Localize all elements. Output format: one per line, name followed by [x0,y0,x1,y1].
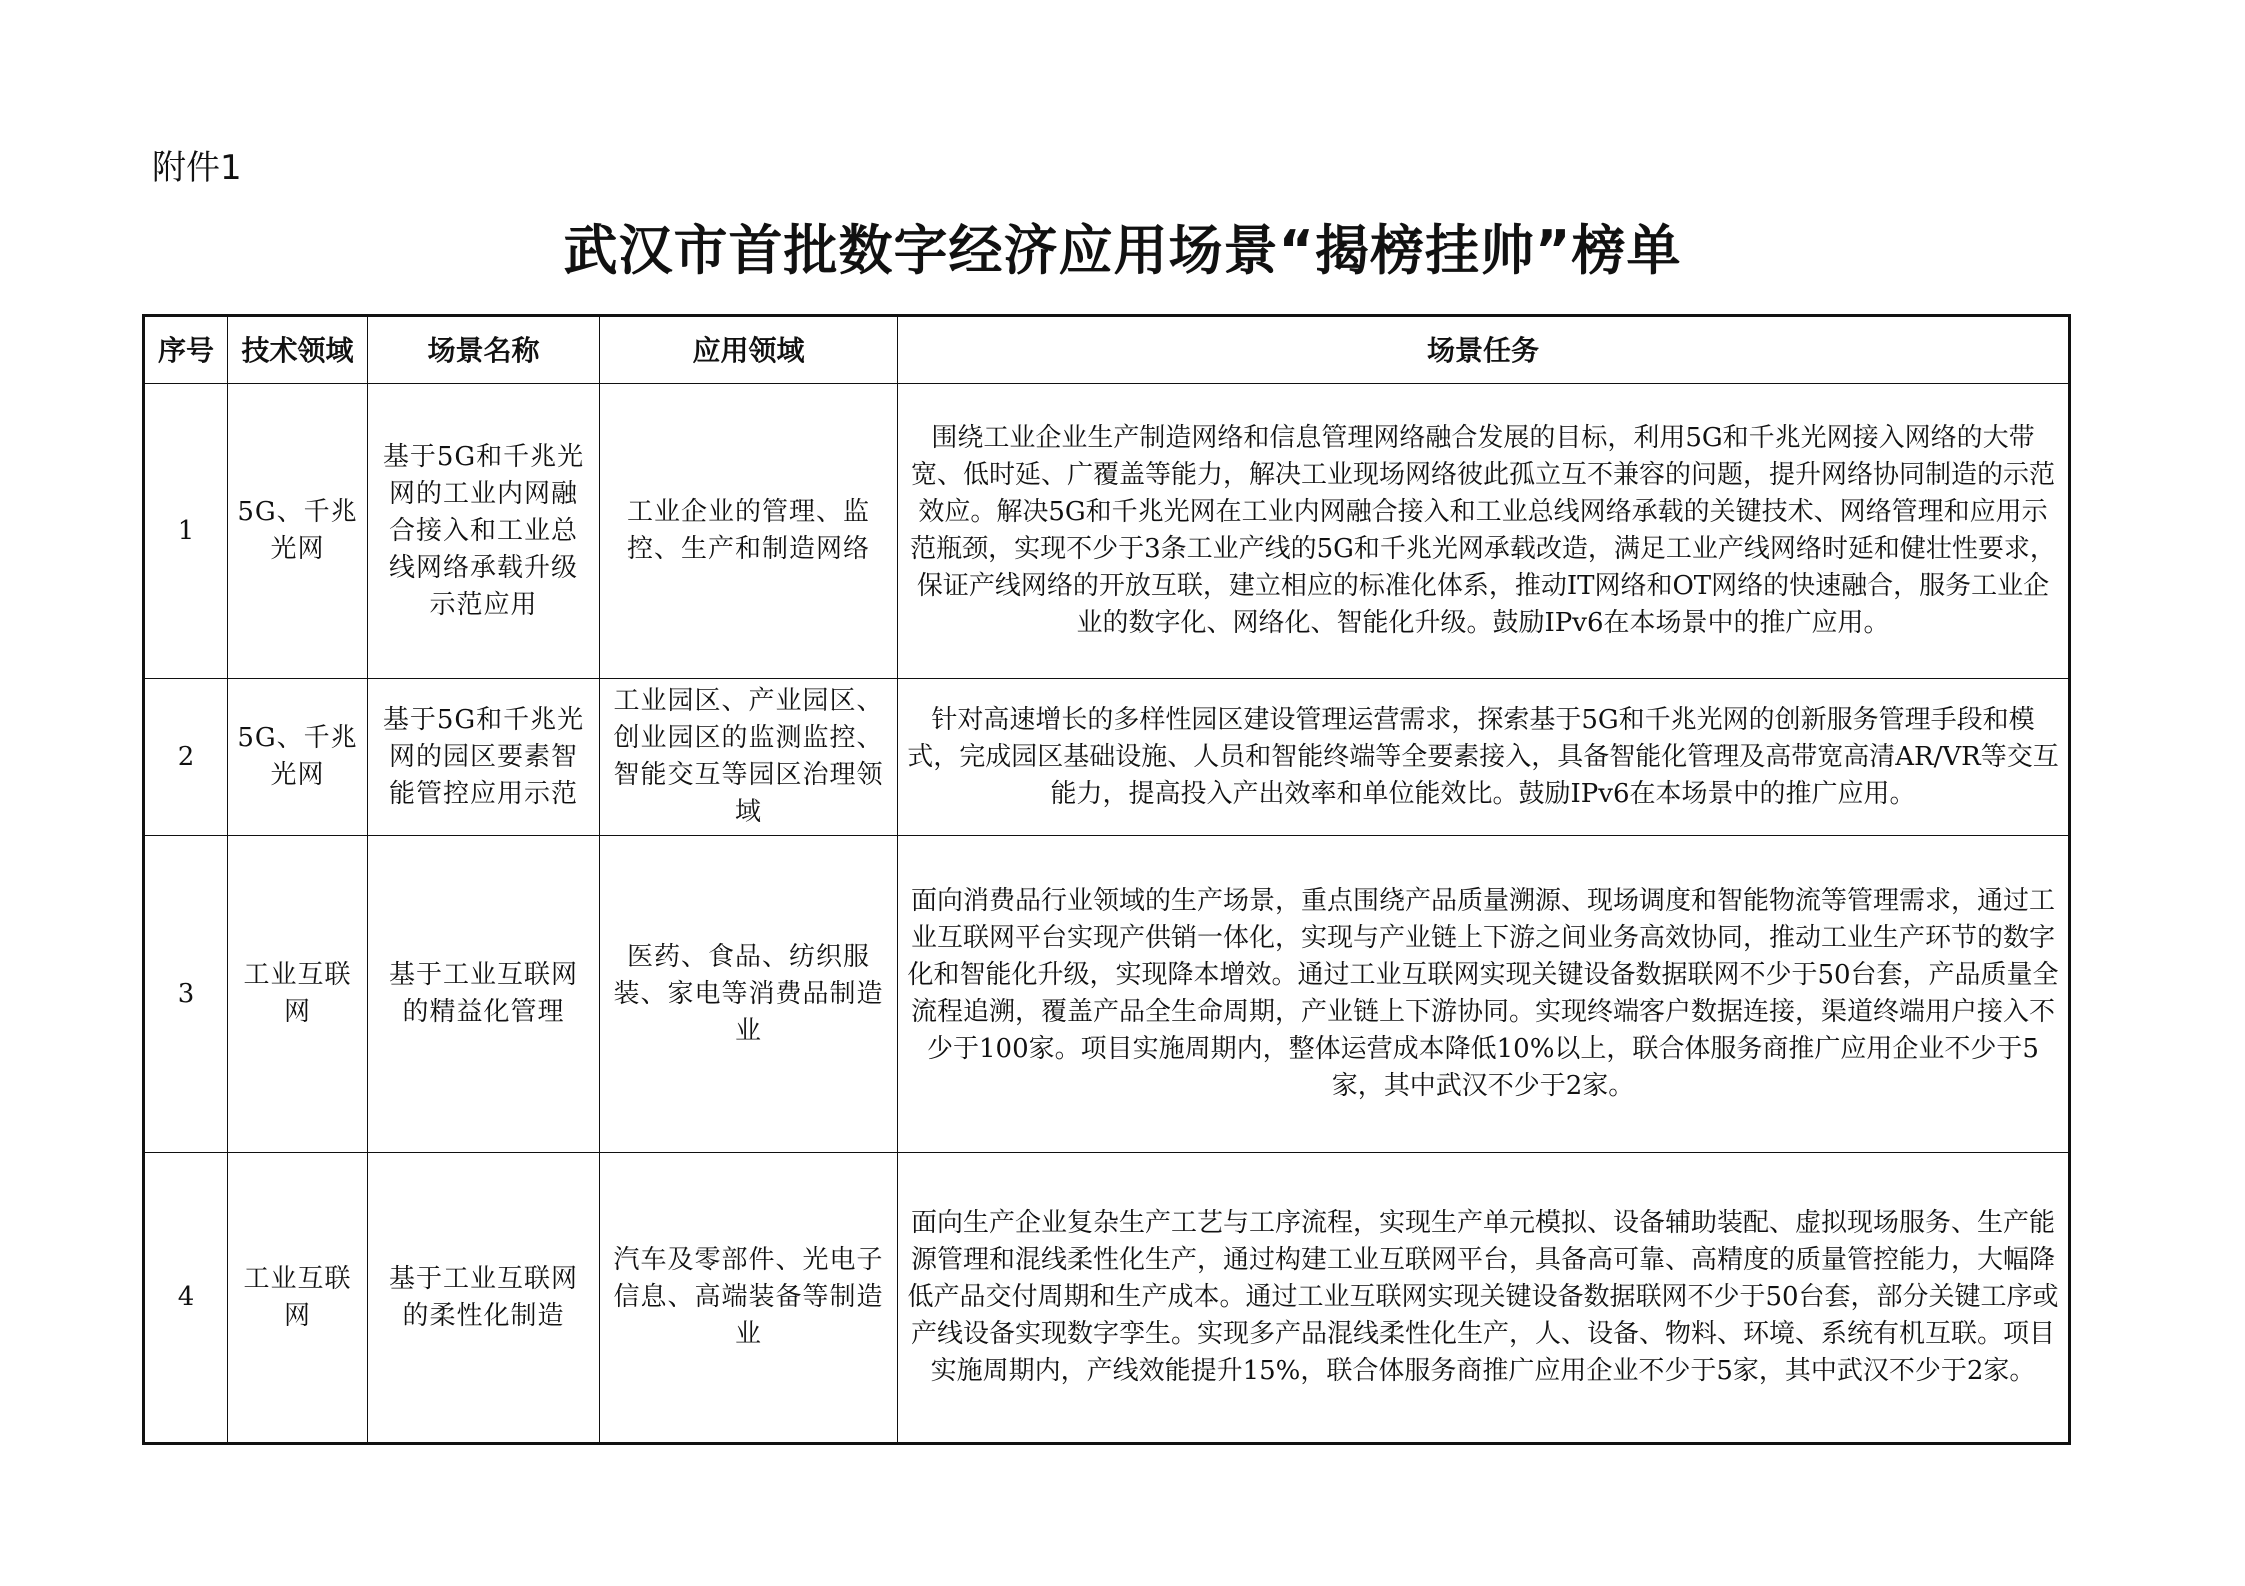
header-scenario-task: 场景任务 [898,316,2070,384]
cell-seq: 3 [144,836,228,1153]
cell-application-domain: 工业企业的管理、监控、生产和制造网络 [600,384,898,679]
cell-application-domain: 工业园区、产业园区、创业园区的监测监控、智能交互等园区治理领域 [600,679,898,836]
header-application-domain: 应用领域 [600,316,898,384]
cell-seq: 4 [144,1153,228,1444]
cell-scenario-task: 面向消费品行业领域的生产场景，重点围绕产品质量溯源、现场调度和智能物流等管理需求，通过工业互联网平台实现产供销一体化，实现与产业链上下游之间业务高效协同，推动工业生产环节的数字化和智能化升级，实现降本增效。通过工业互联网实现关键设备数据联网不少于50台套，产品质量全流程追溯，覆盖产品全生命周期，产业链上下游协同。实现终端客户数据连接，渠道终端用户接入不少于100家。项目实施周期内，整体运营成本降低10%以上，联合体服务商推广应用企业不少于5家，其中武汉不少于2家。 [898,836,2070,1153]
table-row [144,1153,2070,1444]
cell-seq: 1 [144,384,228,679]
cell-scenario-task: 面向生产企业复杂生产工艺与工序流程，实现生产单元模拟、设备辅助装配、虚拟现场服务、生产能源管理和混线柔性化生产，通过构建工业互联网平台，具备高可靠、高精度的质量管控能力，大幅降低产品交付周期和生产成本。通过工业互联网实现关键设备数据联网不少于50台套，部分关键工序或产线设备实现数字孪生。实现多产品混线柔性化生产，人、设备、物料、环境、系统有机互联。项目实施周期内，产线效能提升15%，联合体服务商推广应用企业不少于5家，其中武汉不少于2家。 [898,1153,2070,1444]
cell-application-domain: 医药、食品、纺织服装、家电等消费品制造业 [600,836,898,1153]
cell-scenario-name: 基于工业互联网的柔性化制造 [368,1153,600,1444]
page-title: 武汉市首批数字经济应用场景“揭榜挂帅”榜单 [563,219,1682,282]
header-tech-field: 技术领域 [228,316,368,384]
header-scenario-name: 场景名称 [368,316,600,384]
table-header-row [144,316,2070,384]
cell-scenario-task: 围绕工业企业生产制造网络和信息管理网络融合发展的目标，利用5G和千兆光网接入网络的大带宽、低时延、广覆盖等能力，解决工业现场网络彼此孤立互不兼容的问题，提升网络协同制造的示范效应。解决5G和千兆光网在工业内网融合接入和工业总线网络承载的关键技术、网络管理和应用示范瓶颈，实现不少于3条工业产线的5G和千兆光网承载改造，满足工业产线网络时延和健壮性要求，保证产线网络的开放互联，建立相应的标准化体系，推动IT网络和OT网络的快速融合，服务工业企业的数字化、网络化、智能化升级。鼓励IPv6在本场景中的推广应用。 [898,384,2070,679]
scenario-table [142,314,2071,1445]
cell-tech-field: 工业互联网 [228,1153,368,1444]
table-row [144,384,2070,679]
cell-tech-field: 工业互联网 [228,836,368,1153]
cell-tech-field: 5G、千兆光网 [228,679,368,836]
cell-tech-field: 5G、千兆光网 [228,384,368,679]
cell-seq: 2 [144,679,228,836]
cell-scenario-task: 针对高速增长的多样性园区建设管理运营需求，探索基于5G和千兆光网的创新服务管理手段和模式，完成园区基础设施、人员和智能终端等全要素接入，具备智能化管理及高带宽高清AR/VR等交互能力，提高投入产出效率和单位能效比。鼓励IPv6在本场景中的推广应用。 [898,679,2070,836]
cell-application-domain: 汽车及零部件、光电子信息、高端装备等制造业 [600,1153,898,1444]
table-row [144,679,2070,836]
header-seq: 序号 [144,316,228,384]
cell-scenario-name: 基于工业互联网的精益化管理 [368,836,600,1153]
cell-scenario-name: 基于5G和千兆光网的工业内网融合接入和工业总线网络承载升级示范应用 [368,384,600,679]
cell-scenario-name: 基于5G和千兆光网的园区要素智能管控应用示范 [368,679,600,836]
attachment-label: 附件1 [152,148,242,188]
table-row [144,836,2070,1153]
